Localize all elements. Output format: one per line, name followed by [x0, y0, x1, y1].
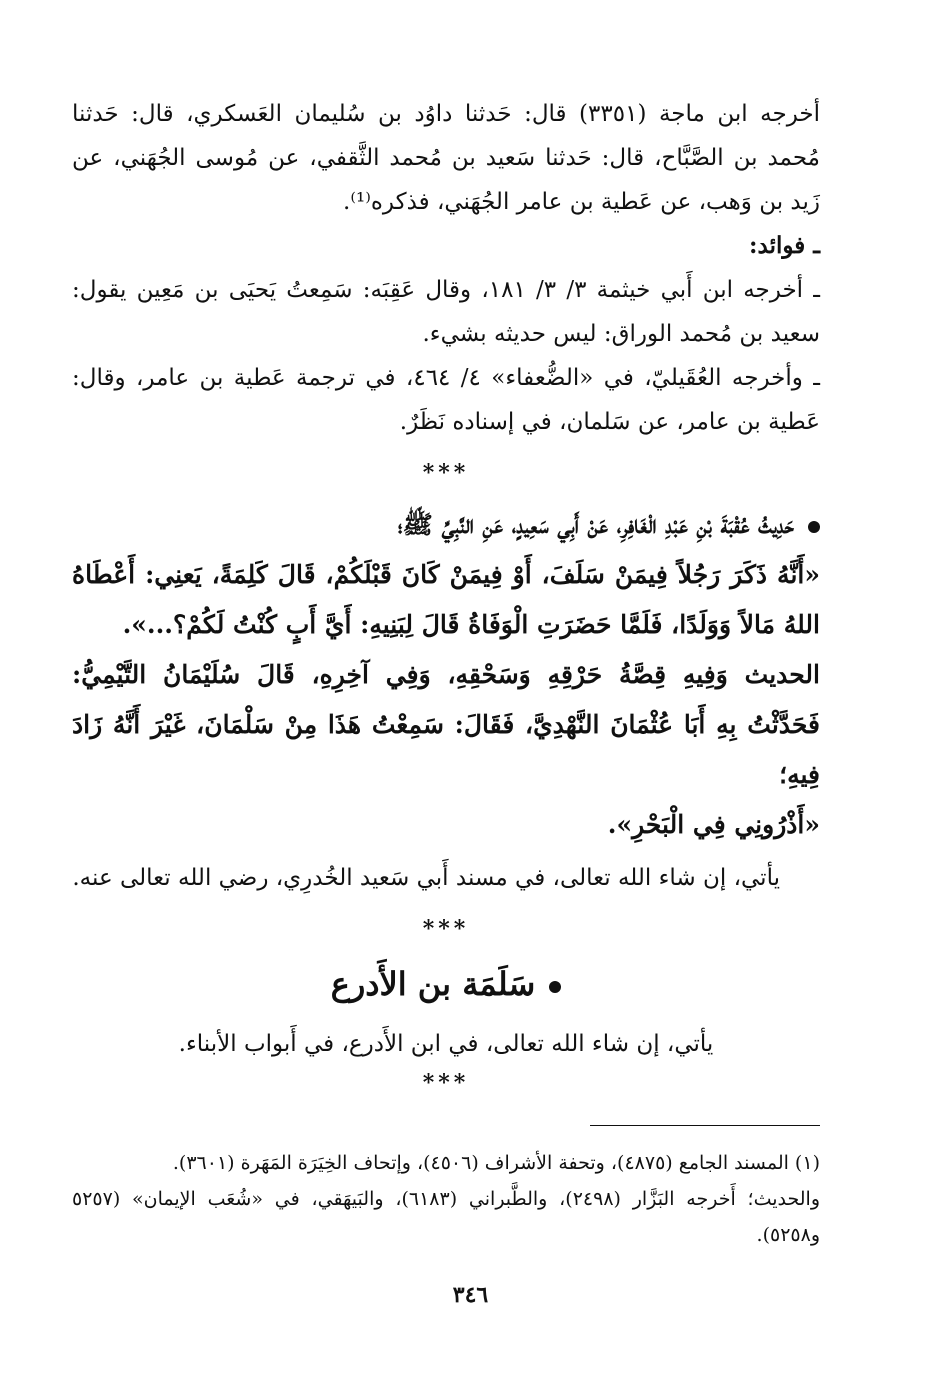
- separator-stars-2: ***: [422, 916, 470, 942]
- page-body: [72, 92, 820, 1110]
- note-abu-said: يأتي، إن شاء الله تعالى، في مسند أَبي سَعيد الخُدرِي، رضي الله تعالى عنه.: [72, 865, 780, 891]
- separator-stars-1: ***: [422, 460, 470, 486]
- fawaid-item-1: ـ أخرجه ابن أَبي خيثمة ٣/ ٣/ ١٨١، وقال عَقِبَه: سَمِعتُ يَحيَى بن مَعِين يقول: سعيد بن مُحمد الوراق: ليس حديثه بشيء.: [72, 277, 821, 347]
- section-title: [72, 956, 820, 1012]
- bullet-icon: [549, 981, 561, 993]
- intro-paragraph: أخرجه ابن ماجة (٣٣٥١) قال: حَدثنا داوُد بن سُليمان العَسكري، قال: حَدثنا مُحمد بن الصَّبَّاح، قال: حَدثنا سَعيد بن مُحمد الثَّقفي، عن مُوسى الجُهَني، عن زَيد بن وَهب، عن عَطية بن عامر الجُهَني، فذكره⁽¹⁾.: [72, 101, 820, 215]
- footnote-line-1: (١) المسند الجامع (٤٨٧٥)، وتحفة الأشراف (٤٥٠٦)، وإتحاف الخِيَرَة المَهَرة (٣٦٠١).: [172, 1152, 820, 1174]
- page-number: ٣٤٦: [452, 1282, 489, 1308]
- bullet-icon: [808, 521, 820, 533]
- hadith-continuation: الحديث وَفِيهِ قِصَّةُ حَرْقِهِ وَسَحْقِهِ، وَفِي آخِرِهِ، قَالَ سُلَيْمَانُ التَّيْمِيُّ: فَحَدَّثْتُ بِهِ أَبَا عُثْمَانَ النَّهْدِيَّ، فَقَالَ: سَمِعْتُ هَذَا مِنْ سَلْمَانَ، غَيْرَ أَنَّهُ زَادَ فِيهِ؛: [72, 660, 820, 789]
- hadith-text: «أَنَّهُ ذَكَرَ رَجُلاً فِيمَنْ سَلَفَ، أَوْ فِيمَنْ كَانَ قَبْلَكُمْ، قَالَ كَلِمَةً، يَعنِي: أَعْطَاهُ اللهُ مَالاً وَوَلَدًا، فَلَمَّا حَضَرَتِ الْوَفَاةُ قَالَ لِبَنِيهِ: أَيَّ أَبٍ كُنْتُ لَكُمْ؟...».: [72, 560, 820, 639]
- footnote-line-2: والحديث؛ أَخرجه البَزَّار (٢٤٩٨)، والطَّبراني (٦١٨٣)، والبَيهَقي، في «شُعَب الإيمان» (٥٢٥٧ و٥٢٥٨).: [72, 1188, 820, 1246]
- hadith-heading-text: حَدِيثُ عُقْبَةَ بْنِ عَبْدِ الْغَافِرِ، عَنْ أَبِي سَعِيدٍ، عَنِ النَّبِيِّ ﷺ؛: [397, 510, 794, 539]
- hadith-heading: [72, 500, 820, 550]
- footnote-divider: [590, 1125, 820, 1126]
- fawaid-heading: ـ فوائد:: [749, 232, 820, 259]
- fawaid-item-2: ـ وأخرجه العُقَيليّ، في «الضُّعفاء» ٤/ ٤٦٤، في ترجمة عَطية بن عامر، وقال: عَطية بن عامر، عن سَلمان، في إسناده نَظَرٌ.: [72, 365, 821, 435]
- hadith-addition: «أَذْرُونِي فِي الْبَحْرِ».: [607, 810, 820, 839]
- footnotes: [72, 1145, 820, 1253]
- note-ibn-adra: يأتي، إن شاء الله تعالى، في ابن الأَدرع، في أَبواب الأبناء.: [178, 1031, 714, 1057]
- separator-stars-3: ***: [422, 1070, 470, 1096]
- section-title-text: سَلَمَة بن الأَدرع: [330, 965, 536, 1003]
